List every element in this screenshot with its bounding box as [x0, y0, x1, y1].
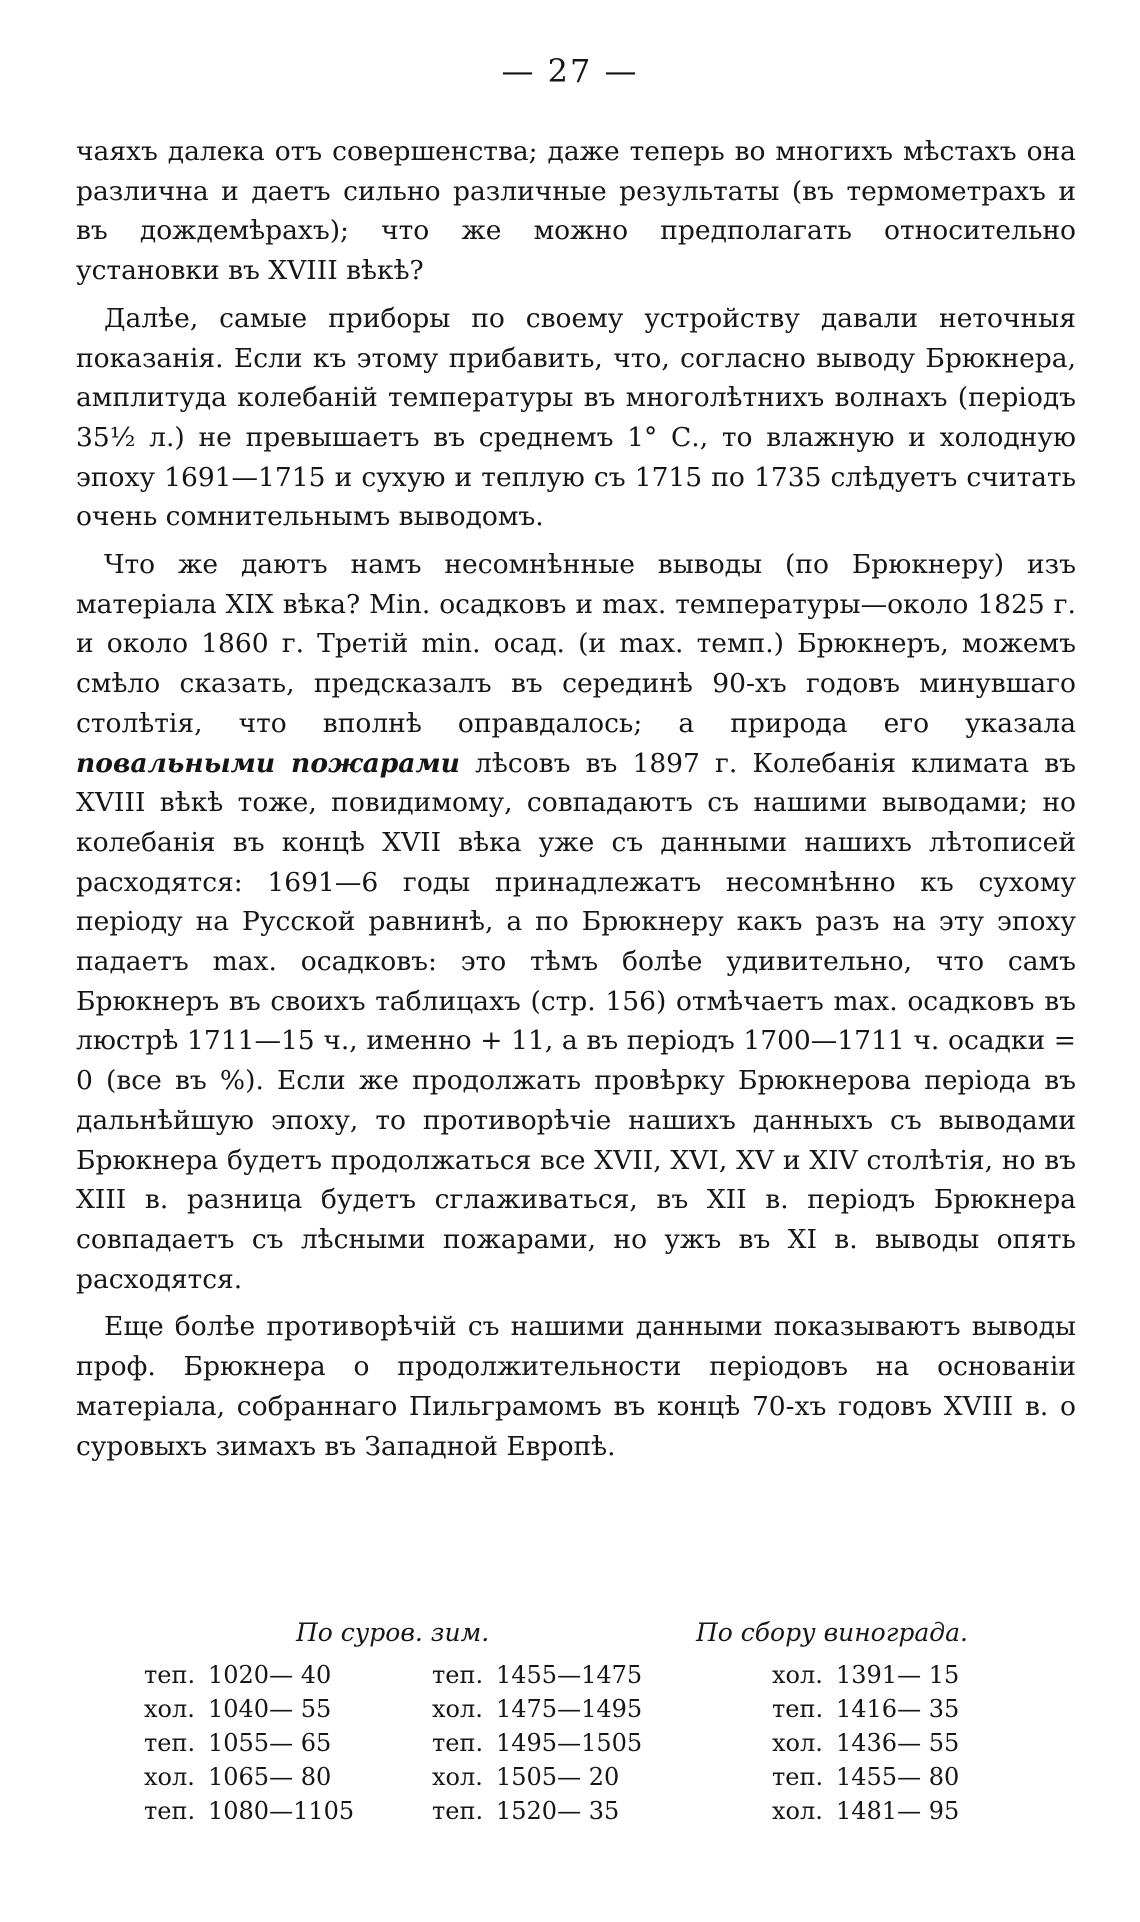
period-kind: теп.	[432, 1729, 484, 1757]
page-number: — 27 —	[501, 52, 639, 90]
period-years: 1055— 65	[208, 1729, 332, 1757]
period-kind: хол.	[772, 1729, 823, 1757]
table-row	[772, 1692, 1012, 1726]
period-kind: теп.	[772, 1695, 824, 1723]
table-row	[432, 1692, 672, 1726]
period-years: 1416— 35	[836, 1695, 960, 1723]
period-kind: теп.	[772, 1763, 824, 1791]
period-kind: хол.	[772, 1797, 823, 1825]
table-row	[432, 1726, 672, 1760]
heading-severe-winters: По суров. зим.	[296, 1618, 490, 1647]
paragraph-instruments: Далѣе, самые приборы по своему устройству давали неточныя показанія. Если къ этому прибавить, что, согласно выводу Брюкнера, амплитуда колебаній температуры въ многолѣтнихъ волнахъ (періодъ 35½ л.) не превышаетъ въ среднемъ 1° С., то влажную и холодную эпоху 1691—1715 и сухую и теплую съ 1715 по 1735 слѣдуетъ считать очень сомнительнымъ выводомъ.	[76, 302, 1076, 533]
period-years: 1391— 15	[836, 1661, 960, 1689]
paragraph-continuation: чаяхъ далека отъ совершенства; даже теперь во многихъ мѣстахъ она различна и даетъ сильно различные результаты (въ термометрахъ и въ дождемѣрахъ); что же можно предполагать относительно установки въ XVIII вѣкѣ?	[76, 136, 1076, 287]
table-row	[144, 1692, 384, 1726]
table-row	[144, 1794, 384, 1828]
body-text	[76, 132, 1076, 1474]
period-kind: хол.	[144, 1763, 195, 1791]
period-years: 1505— 20	[496, 1763, 620, 1791]
table-row	[144, 1726, 384, 1760]
table-row	[432, 1658, 672, 1692]
paragraph-conclusions	[76, 545, 1076, 1299]
period-years: 1455— 80	[836, 1763, 960, 1791]
paragraph-contradictions: Еще болѣе противорѣчій съ нашими данными показываютъ выводы проф. Брюкнера о продолжительности періодовъ на основаніи матеріала, собраннаго Пильграмомъ въ концѣ 70-хъ годовъ XVIII в. о суровыхъ зимахъ въ Западной Европѣ.	[76, 1311, 1076, 1462]
table-row	[144, 1658, 384, 1692]
table-row	[772, 1760, 1012, 1794]
table-column-3	[772, 1658, 1012, 1828]
emphasis-text: повальными пожарами	[76, 747, 460, 779]
period-years: 1436— 55	[836, 1729, 960, 1757]
period-years: 1495—1505	[496, 1729, 643, 1757]
paragraph-conclusions-part-2: лѣсовъ въ 1897 г. Колебанія климата въ XVIII вѣкѣ тоже, повидимому, совпадаютъ съ нашими выводами; но колебанія въ концѣ XVII вѣка уже съ данными нашихъ лѣтописей расходятся: 1691—6 годы принадлежатъ несомнѣнно къ сухому періоду на Русской равнинѣ, а по Брюкнеру какъ разъ на эту эпоху падаетъ max. осадковъ: это тѣмъ болѣе удивительно, что самъ Брюкнеръ въ своихъ таблицахъ (стр. 156) отмѣчаетъ max. осадковъ въ люстрѣ 1711—15 ч., именно + 11, а въ періодъ 1700—1711 ч. осадки = 0 (все въ %). Если же продолжать провѣрку Брюкнерова періода въ дальнѣйшую эпоху, то противорѣчіе нашихъ данныхъ съ выводами Брюкнера будетъ продолжаться все XVII, XVI, XV и XIV столѣтія, но въ XIII в. разница будетъ сглаживаться, въ XII в. періодъ Брюкнера совпадаетъ съ лѣсными пожарами, но ужъ въ XI в. выводы опять расходятся.	[76, 747, 1076, 1295]
period-kind: теп.	[432, 1797, 484, 1825]
period-years: 1520— 35	[496, 1797, 620, 1825]
period-kind: теп.	[432, 1661, 484, 1689]
period-years: 1020— 40	[208, 1661, 332, 1689]
period-years: 1065— 80	[208, 1763, 332, 1791]
period-kind: хол.	[144, 1695, 195, 1723]
table-row	[772, 1726, 1012, 1760]
period-kind: теп.	[144, 1797, 196, 1825]
period-years: 1080—1105	[208, 1797, 355, 1825]
period-kind: теп.	[144, 1661, 196, 1689]
period-kind: хол.	[772, 1661, 823, 1689]
heading-grape-harvest: По сбору винограда.	[696, 1618, 968, 1647]
table-row	[144, 1760, 384, 1794]
period-kind: хол.	[432, 1695, 483, 1723]
period-kind: теп.	[144, 1729, 196, 1757]
period-kind: хол.	[432, 1763, 483, 1791]
table-row	[772, 1658, 1012, 1692]
table-row	[432, 1760, 672, 1794]
table-row	[772, 1794, 1012, 1828]
period-years: 1475—1495	[496, 1695, 643, 1723]
table-column-2	[432, 1658, 672, 1828]
period-years: 1040— 55	[208, 1695, 332, 1723]
table-column-1	[144, 1658, 384, 1828]
period-years: 1455—1475	[496, 1661, 643, 1689]
paragraph-conclusions-part-1: Что же даютъ намъ несомнѣнные выводы (по Брюкнеру) изъ матеріала XIX вѣка? Min. осадковъ и max. температуры—около 1825 г. и около 1860 г. Третій min. осад. (и max. темп.) Брюкнеръ, можемъ смѣло сказать, предсказалъ въ серединѣ 90-хъ годовъ минувшаго столѣтія, что вполнѣ оправдалось; а природа его указала	[76, 549, 1076, 739]
table-row	[432, 1794, 672, 1828]
period-years: 1481— 95	[836, 1797, 960, 1825]
periods-table	[76, 1618, 1076, 1828]
